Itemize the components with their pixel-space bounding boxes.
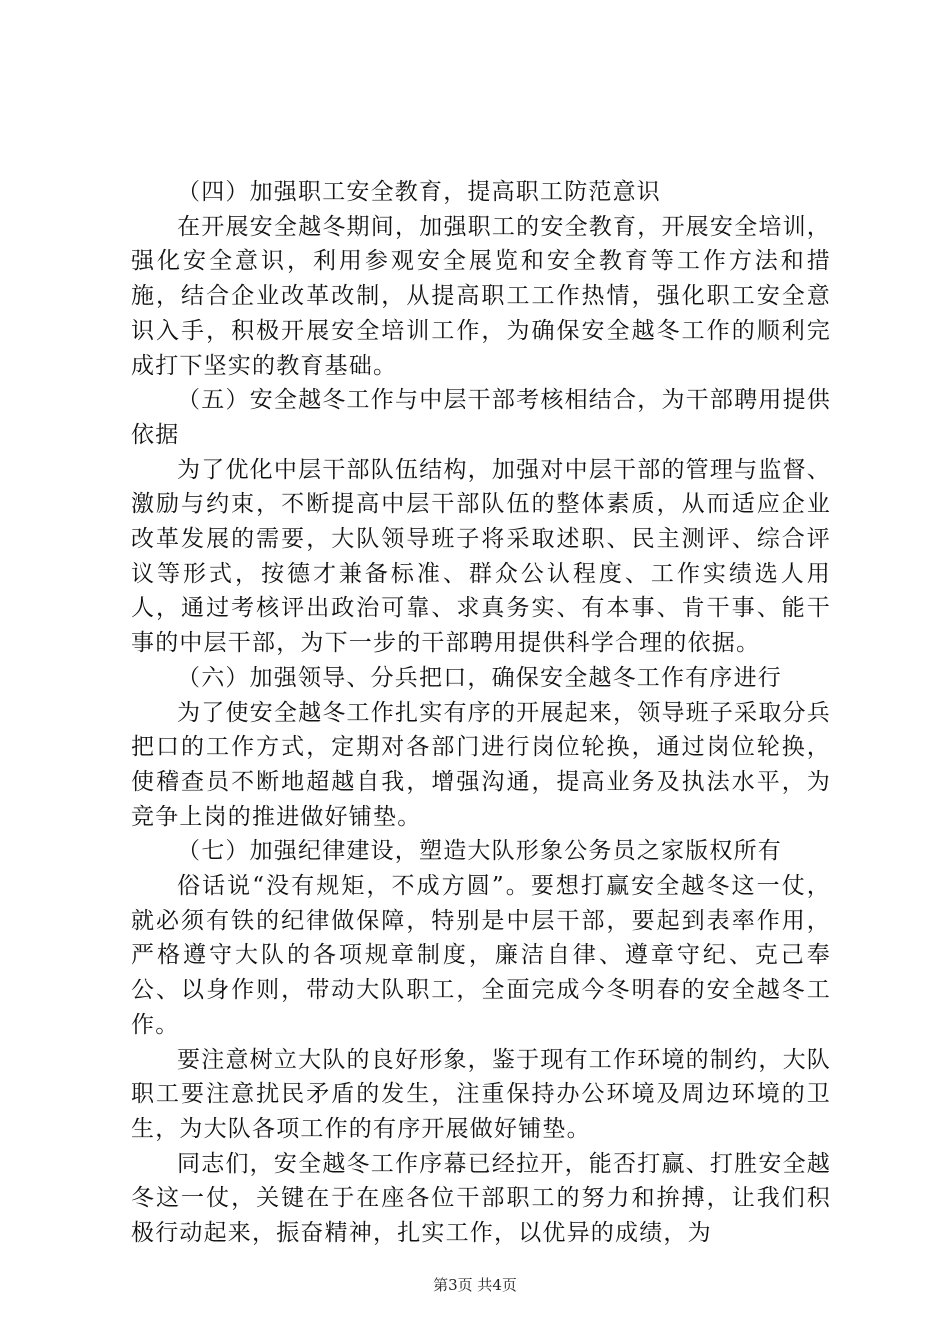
paragraph-job-rotation: 为了使安全越冬工作扎实有序的开展起来，领导班子采取分兵把口的工作方式，定期对各部门进行岗位轮换，通过岗位轮换，使稽查员不断地超越自我，增强沟通，提高业务及执法水平，为竞争上岗的推进做好铺垫。 — [131, 699, 831, 830]
section-heading-6: （六）加强领导、分兵把口，确保安全越冬工作有序进行 — [177, 664, 782, 691]
paragraph-closing: 同志们，安全越冬工作序幕已经拉开，能否打赢、打胜安全越冬这一仗，关键在于在座各位干部职工的努力和拚搏，让我们积极行动起来，振奋精神，扎实工作，以优异的成绩，为 — [131, 1150, 831, 1247]
section-heading-7: （七）加强纪律建设，塑造大队形象公务员之家版权所有 — [177, 838, 782, 865]
paragraph-image: 要注意树立大队的良好形象，鉴于现有工作环境的制约，大队职工要注意扰民矛盾的发生，注重保持办公环境及周边环境的卫生，为大队各项工作的有序开展做好铺垫。 — [131, 1046, 831, 1142]
paragraph-safety-education: 在开展安全越冬期间，加强职工的安全教育，开展安全培训，强化安全意识，利用参观安全展览和安全教育等工作方法和措施，结合企业改革改制，从提高职工工作热情，强化职工安全意识入手，积极开展安全培训工作，为确保安全越冬工作的顺利完成打下坚实的教育基础。 — [131, 213, 831, 379]
paragraph-cadre-assessment: 为了优化中层干部队伍结构，加强对中层干部的管理与监督、激励与约束，不断提高中层干部队伍的整体素质，从而适应企业改革发展的需要，大队领导班子将采取述职、民主测评、综合评议等形式，按德才兼备标准、群众公认程度、工作实绩选人用人，通过考核评出政治可靠、求真务实、有本事、肯干事、能干事的中层干部，为下一步的干部聘用提供科学合理的依据。 — [131, 456, 831, 657]
document-body — [131, 175, 831, 1251]
section-heading-5: （五）安全越冬工作与中层干部考核相结合，为干部聘用提供依据 — [131, 387, 831, 448]
paragraph-discipline: 俗话说“没有规矩，不成方圆”。要想打赢安全越冬这一仗，就必须有铁的纪律做保障，特别是中层干部，要起到表率作用，严格遵守大队的各项规章制度，廉洁自律、遵章守纪、克己奉公、以身作则，带动大队职工，全面完成今冬明春的安全越冬工作。 — [131, 873, 831, 1038]
section-heading-4: （四）加强职工安全教育，提高职工防范意识 — [177, 179, 661, 205]
page-footer: 第3页 共4页 — [433, 1276, 517, 1294]
